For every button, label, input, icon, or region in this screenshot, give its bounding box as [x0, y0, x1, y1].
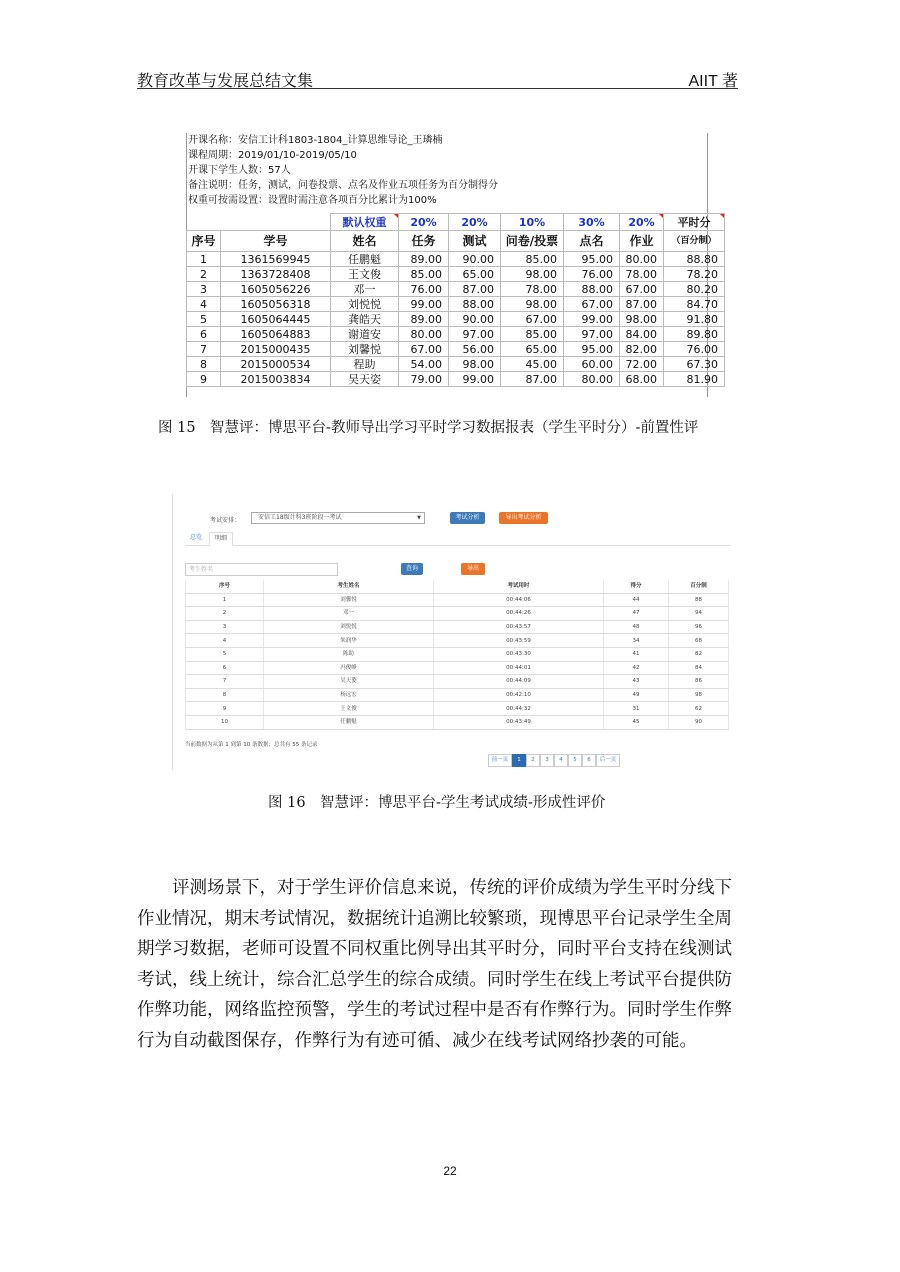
table-cell: 吴天姿 [331, 372, 399, 387]
table-cell: 9 [187, 372, 221, 387]
header-rule [137, 88, 738, 89]
exam-table [185, 580, 729, 730]
col-rollcall: 点名 [564, 231, 620, 252]
table-cell: 68.00 [620, 372, 664, 387]
paragraph-line: 期学习数据，老师可设置不同权重比例导出其平时分，同时平台支持在线测试 [137, 939, 732, 959]
final-score-label: 平时分 [664, 214, 725, 231]
paragraph-line: 评测场景下，对于学生评价信息来说，传统的评价成绩为学生平时分线下 [172, 878, 732, 898]
col-student-id: 学号 [221, 231, 331, 252]
page-number: 22 [443, 1164, 457, 1178]
page-3-button[interactable]: 3 [540, 754, 554, 767]
table-cell: 67.30 [664, 357, 725, 372]
remark-note: 备注说明：任务，测试，问卷投票、点名及作业五项任务为百分制得分 [188, 180, 498, 191]
student-count: 开课下学生人数：57人 [188, 165, 291, 176]
table-row [186, 634, 729, 648]
table-cell [187, 214, 221, 231]
table-cell: 龚皓天 [331, 312, 399, 327]
table-cell: 80.00 [399, 327, 449, 342]
col-name: 姓名 [331, 231, 399, 252]
table-cell: 85.00 [501, 252, 564, 267]
paragraph-line: 考试，线上统计，综合汇总学生的综合成绩。同时学生在线上考试平台提供防 [137, 969, 732, 990]
table-cell: 刘馨悦 [331, 342, 399, 357]
table-cell: 86 [669, 675, 729, 689]
table-cell: 68 [669, 634, 729, 648]
table-cell: 88 [669, 593, 729, 607]
table-cell: 82 [669, 647, 729, 661]
table-cell: 5 [186, 647, 264, 661]
table-cell: 89.00 [399, 252, 449, 267]
table-cell: 1605056318 [221, 297, 331, 312]
table-row [186, 702, 729, 716]
table-cell: 95.00 [564, 252, 620, 267]
table-row [186, 715, 729, 729]
table-cell: 1605064883 [221, 327, 331, 342]
table-cell: 62 [669, 702, 729, 716]
table-cell: 54.00 [399, 357, 449, 372]
table-cell: 80.00 [620, 252, 664, 267]
table-cell: 87.00 [620, 297, 664, 312]
table-cell: 88.00 [449, 297, 501, 312]
page-4-button[interactable]: 4 [554, 754, 568, 767]
score-table [186, 213, 725, 387]
table-cell: 00:43:49 [434, 715, 604, 729]
table-cell: 85.00 [501, 327, 564, 342]
weight-survey: 10% [501, 214, 564, 231]
table-cell: 87.00 [449, 282, 501, 297]
table-row [187, 342, 725, 357]
table-row [187, 282, 725, 297]
weight-homework: 20% [620, 214, 664, 231]
tab-details[interactable]: 明细 [209, 532, 233, 546]
table-row [187, 297, 725, 312]
table-cell: 76.00 [399, 282, 449, 297]
table-cell: 88.00 [564, 282, 620, 297]
table-row [187, 372, 725, 387]
table-cell: 85.00 [399, 267, 449, 282]
search-input[interactable]: 考生姓名 [185, 563, 338, 576]
table-cell: 3 [187, 282, 221, 297]
table-cell: 65.00 [449, 267, 501, 282]
body-paragraph [137, 873, 753, 1056]
table-cell: 00:44:01 [434, 661, 604, 675]
col-task: 任务 [399, 231, 449, 252]
table-cell: 90.00 [449, 252, 501, 267]
table-cell: 80.20 [664, 282, 725, 297]
table-cell: 吴天姿 [264, 675, 434, 689]
table-cell: 67.00 [399, 342, 449, 357]
default-weight-label: 默认权重 [331, 214, 399, 231]
table-cell: 2015000534 [221, 357, 331, 372]
table-cell: 00:44:26 [434, 607, 604, 621]
table-cell: 98.00 [449, 357, 501, 372]
exam-label: 考试安排： [210, 517, 241, 524]
table-row [187, 357, 725, 372]
table-cell: 90.00 [449, 312, 501, 327]
table-cell: 任鹏魁 [264, 715, 434, 729]
table-row [187, 267, 725, 282]
col-seq: 序号 [186, 580, 264, 593]
table-cell: 刘馨悦 [264, 593, 434, 607]
table-cell: 47 [604, 607, 669, 621]
table-cell: 72.00 [620, 357, 664, 372]
table-cell: 杨远宏 [264, 688, 434, 702]
col-test: 测试 [449, 231, 501, 252]
weight-task: 20% [399, 214, 449, 231]
table-cell: 10 [186, 715, 264, 729]
table-row [187, 252, 725, 267]
screenshot-edge [172, 494, 173, 770]
table-cell: 79.00 [399, 372, 449, 387]
table-cell: 9 [186, 702, 264, 716]
table-row [186, 647, 729, 661]
table-cell: 41 [604, 647, 669, 661]
table-cell: 98.00 [501, 267, 564, 282]
table-cell: 刘悦悦 [331, 297, 399, 312]
table-cell: 49 [604, 688, 669, 702]
page-1-button[interactable]: 1 [512, 754, 526, 767]
exam-select[interactable] [251, 512, 425, 524]
table-cell: 78.00 [501, 282, 564, 297]
table-cell: 2015000435 [221, 342, 331, 357]
weight-test: 20% [449, 214, 501, 231]
table-row [186, 675, 729, 689]
course-name: 开课名称：安信工计科1803-1804_计算思维导论_王璘楠 [188, 135, 443, 146]
prev-page-button[interactable]: 前一页 [488, 754, 512, 767]
col-homework: 作业 [620, 231, 664, 252]
table-cell: 2015003834 [221, 372, 331, 387]
exam-select-value: 安信工18级计科3班阶段一考试 [258, 514, 342, 521]
table-cell: 3 [186, 620, 264, 634]
table-cell: 84.70 [664, 297, 725, 312]
table-cell: 00:44:32 [434, 702, 604, 716]
table-cell: 42 [604, 661, 669, 675]
next-page-button[interactable]: 后一页 [596, 754, 620, 767]
course-period: 课程周期：2019/01/10-2019/05/10 [188, 150, 357, 161]
table-cell: 81.90 [664, 372, 725, 387]
table-cell: 程助 [331, 357, 399, 372]
table-cell: 76.00 [564, 267, 620, 282]
table-cell: 5 [187, 312, 221, 327]
col-survey: 问卷/投票 [501, 231, 564, 252]
table-cell: 朱润华 [264, 634, 434, 648]
table-cell: 邓一 [264, 607, 434, 621]
record-summary: 当前数据为从第 1 到第 10 条数据；总共有 55 条记录 [185, 742, 318, 748]
export-button[interactable]: 导出 [461, 563, 485, 575]
table-cell: 1605064445 [221, 312, 331, 327]
table-cell: 邓一 [331, 282, 399, 297]
table-cell: 67.00 [620, 282, 664, 297]
figure-15-caption: 图 15 智慧评：博思平台-教师导出学习平时学习数据报表（学生平时分）-前置性评 [158, 420, 699, 436]
table-cell: 82.00 [620, 342, 664, 357]
table-row [187, 312, 725, 327]
table-cell: 任鹏魁 [331, 252, 399, 267]
table-cell: 97.00 [449, 327, 501, 342]
tab-bar [185, 532, 730, 546]
table-cell: 8 [186, 688, 264, 702]
figure-16-exam-results [172, 494, 730, 770]
table-cell: 48 [604, 620, 669, 634]
table-cell: 4 [187, 297, 221, 312]
table-row [186, 593, 729, 607]
weight-row [187, 214, 725, 231]
table-cell: 2 [186, 607, 264, 621]
page-5-button[interactable]: 5 [568, 754, 582, 767]
table-cell: 陈助 [264, 647, 434, 661]
chevron-down-icon: ▼ [417, 515, 421, 521]
table-cell: 00:42:10 [434, 688, 604, 702]
table-cell: 45.00 [501, 357, 564, 372]
table-cell: 98 [669, 688, 729, 702]
page-2-button[interactable]: 2 [526, 754, 540, 767]
table-cell: 1361569945 [221, 252, 331, 267]
table-cell: 00:44:06 [434, 593, 604, 607]
table-cell: 67.00 [501, 312, 564, 327]
table-row [186, 688, 729, 702]
exam-header-row [186, 580, 729, 593]
figure-15-score-report [186, 133, 718, 397]
table-cell: 99.00 [449, 372, 501, 387]
table-cell: 90 [669, 715, 729, 729]
col-duration: 考试用时 [434, 580, 604, 593]
col-name: 考生姓名 [264, 580, 434, 593]
table-cell: 45 [604, 715, 669, 729]
table-cell: 99.00 [564, 312, 620, 327]
table-row [187, 327, 725, 342]
table-cell: 80.00 [564, 372, 620, 387]
table-cell: 94 [669, 607, 729, 621]
table-cell: 78.00 [620, 267, 664, 282]
book-author: AIIT 著 [688, 73, 738, 90]
table-cell: 88.80 [664, 252, 725, 267]
col-seq: 序号 [187, 231, 221, 252]
paragraph-line: 行为自动截图保存，作弊行为有迹可循、减少在线考试网络抄袭的可能。 [137, 1030, 697, 1051]
export-exam-analysis-button[interactable]: 导出考试分析 [499, 512, 548, 524]
table-cell: 95.00 [564, 342, 620, 357]
table-cell: 67.00 [564, 297, 620, 312]
book-title: 教育改革与发展总结文集 [137, 71, 314, 90]
table-cell: 8 [187, 357, 221, 372]
table-cell: 王文俊 [264, 702, 434, 716]
table-cell: 87.00 [501, 372, 564, 387]
table-cell: 00:43:57 [434, 620, 604, 634]
table-cell: 王文俊 [331, 267, 399, 282]
exam-analysis-button[interactable]: 考试分析 [450, 512, 485, 524]
table-cell: 00:43:30 [434, 647, 604, 661]
figure-16-caption: 图 16 智慧评：博思平台-学生考试成绩-形成性评价 [268, 795, 606, 811]
col-percent: 百分制 [669, 580, 729, 593]
header-row [187, 231, 725, 252]
table-cell: 1 [186, 593, 264, 607]
query-button[interactable]: 查询 [401, 563, 423, 575]
table-cell: 43 [604, 675, 669, 689]
table-cell: 刘悦悦 [264, 620, 434, 634]
tab-overview[interactable]: 总览 [190, 534, 203, 541]
table-cell: 78.20 [664, 267, 725, 282]
table-cell: 96 [669, 620, 729, 634]
table-cell: 4 [186, 634, 264, 648]
table-cell: 6 [187, 327, 221, 342]
table-cell: 34 [604, 634, 669, 648]
table-cell: 89.00 [399, 312, 449, 327]
table-cell: 冯俊峰 [264, 661, 434, 675]
table-cell: 65.00 [501, 342, 564, 357]
weight-note: 权重可按需设置：设置时需注意各项百分比累计为100% [188, 195, 437, 206]
table-cell: 98.00 [501, 297, 564, 312]
col-final: （百分制） [664, 231, 725, 252]
table-cell: 97.00 [564, 327, 620, 342]
table-cell: 91.80 [664, 312, 725, 327]
page-6-button[interactable]: 6 [582, 754, 596, 767]
table-cell: 98.00 [620, 312, 664, 327]
table-cell: 84.00 [620, 327, 664, 342]
table-cell: 76.00 [664, 342, 725, 357]
table-row [186, 661, 729, 675]
table-cell: 1363728408 [221, 267, 331, 282]
paragraph-line: 作弊功能，网络监控预警，学生的考试过程中是否有作弊行为。同时学生作弊 [137, 1000, 732, 1020]
paragraph-line: 作业情况，期末考试情况，数据统计追溯比较繁琐，现博思平台记录学生全周 [137, 908, 732, 929]
table-cell: 99.00 [399, 297, 449, 312]
table-cell: 84 [669, 661, 729, 675]
table-row [186, 620, 729, 634]
table-row [186, 607, 729, 621]
table-cell: 44 [604, 593, 669, 607]
table-cell: 谢道安 [331, 327, 399, 342]
table-cell [221, 214, 331, 231]
table-cell: 7 [187, 342, 221, 357]
table-cell: 7 [186, 675, 264, 689]
table-cell: 00:44:09 [434, 675, 604, 689]
table-cell: 89.80 [664, 327, 725, 342]
table-cell: 00:43:59 [434, 634, 604, 648]
table-cell: 60.00 [564, 357, 620, 372]
table-cell: 31 [604, 702, 669, 716]
table-cell: 2 [187, 267, 221, 282]
table-cell: 6 [186, 661, 264, 675]
table-cell: 56.00 [449, 342, 501, 357]
table-cell: 1605056226 [221, 282, 331, 297]
col-score: 得分 [604, 580, 669, 593]
weight-rollcall: 30% [564, 214, 620, 231]
table-cell: 1 [187, 252, 221, 267]
